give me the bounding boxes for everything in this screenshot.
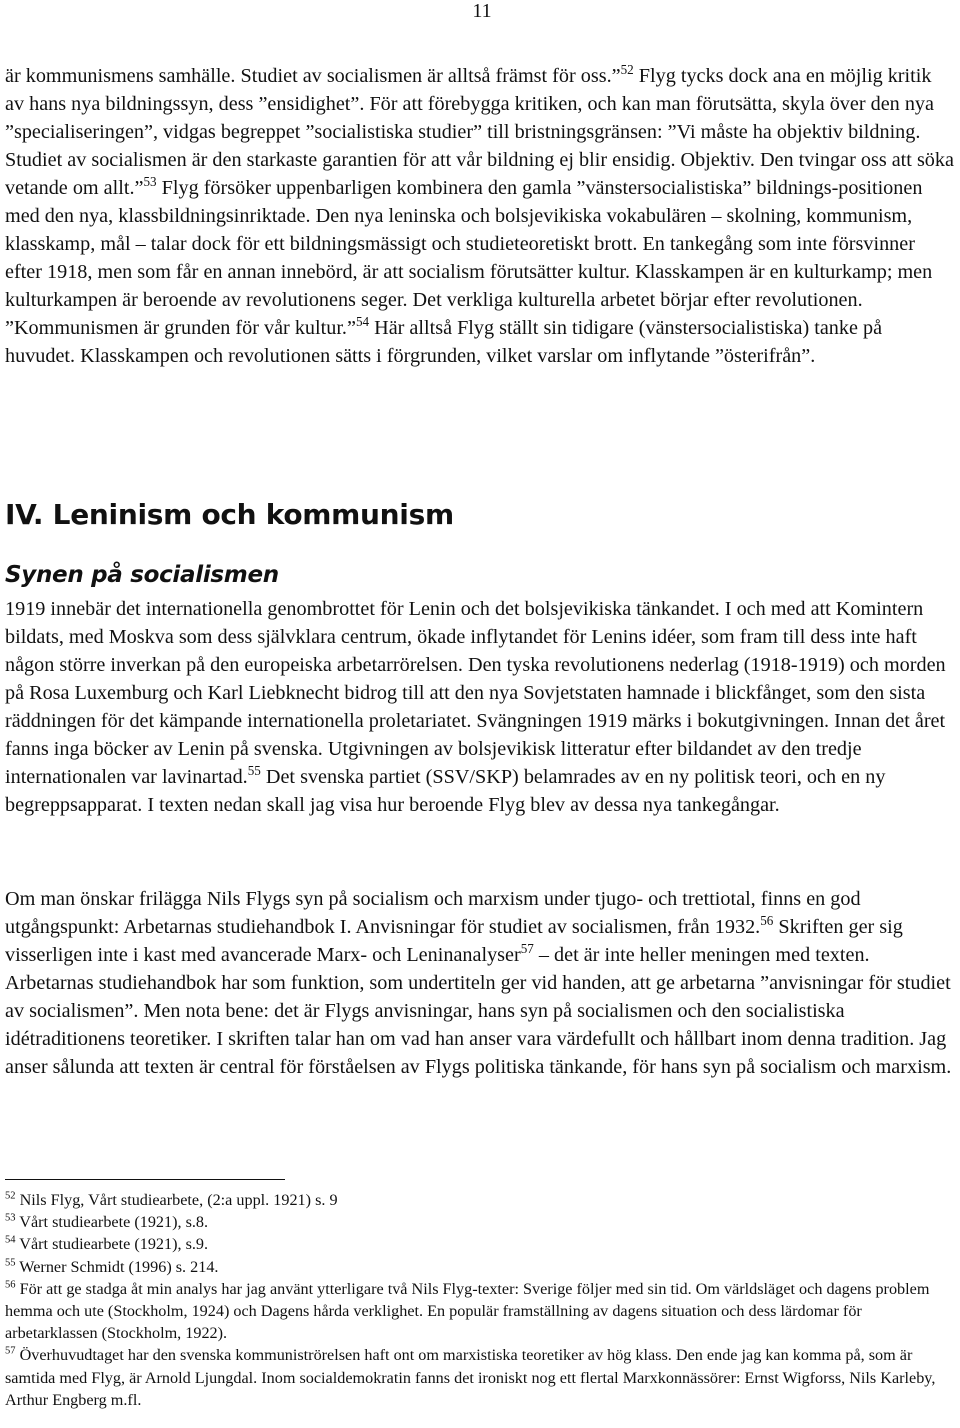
footnote-ref[interactable]: 53 <box>143 174 157 190</box>
body-paragraph <box>5 62 955 370</box>
footnote <box>5 1256 955 1278</box>
footnote-text: Vårt studiearbete (1921), s.9. <box>15 1235 209 1254</box>
footnotes-section <box>5 1189 955 1411</box>
footnote-text: Werner Schmidt (1996) s. 214. <box>15 1257 219 1276</box>
footnote-number: 54 <box>5 1235 16 1247</box>
footnote-ref[interactable]: 54 <box>355 314 370 330</box>
footnote-number: 57 <box>5 1346 16 1358</box>
footnote <box>5 1344 955 1411</box>
paragraph-text: Om man önskar frilägga Nils Flygs syn på socialism och marxism under tjugo- och trettiotal, finns en god utgångspunkt: Arbetarnas studiehandbok I. Anvisningar för studiet av socialismen, från 1932. <box>5 888 861 938</box>
footnote-text: Överhuvudtaget har den svenska kommuniströrelsen haft ont om marxistiska teoretiker av hög klass. Den ende jag kan komma på, som är samtida med Flyg, är Arnold Ljungdal. Inom socialdemokratin fanns det ironiskt nog ett flertal Marxkonnässörer: Ernst Wigforss, Nils Karleby, Arthur Engberg m.fl. <box>5 1346 936 1409</box>
footnote-number: 52 <box>5 1190 16 1202</box>
paragraph-text: Här alltså Flyg ställt sin tidigare (vänstersocialistiska) tanke på huvudet. Klasskampen och revolutionen sätts i förgrunden, vilket varslar om inflytande ”österifrån”. <box>5 317 883 367</box>
paragraph-text: Det svenska partiet (SSV/SKP) belamrades av en ny politisk teori, och en ny begreppsapparat. I texten nedan skall jag visa hur beroende Flyg blev av dessa nya tankegångar. <box>5 766 886 816</box>
paragraph-text: Flyg försöker uppenbarligen kombinera den gamla ”vänstersocialistiska” bildnings-positionen med den nya, klassbildningsinriktade. Den nya leninska och bolsjevikiska vokabulären – skolning, kommunism, klasskamp, mål – talar dock för ett bildningsmässigt och studieteoretiskt brott. En tankegång som inte försvinner efter 1918, men som får en annan innebörd, är att socialism förutsätter kultur. Klasskampen är en kulturkamp; men kulturkampen är beroende av revolutionens seger. Det verkliga kulturella arbetet börjar efter revolutionen. ”Kommunismen är grunden för vår kultur.” <box>5 177 933 339</box>
footnote-number: 55 <box>5 1257 16 1269</box>
footnote-separator <box>5 1179 285 1180</box>
paragraph-text: Flyg tycks dock ana en möjlig kritik av hans nya bildningssyn, dess ”ensidighet”. För att förebygga kritiken, och kan man förutsätta, skyla över den nya ”specialiseringen”, vidgas begreppet ”socialistiska studier” till bristningsgränsen: ”Vi måste ha objektiv bildning. Studiet av socialismen är den starkaste garantien för att vår bildning ej blir ensidig. Objektiv. Den tvingar oss att söka vetande om allt.” <box>5 65 954 199</box>
footnote <box>5 1189 955 1211</box>
footnote-number: 56 <box>5 1279 16 1291</box>
body-paragraph <box>5 595 955 819</box>
footnote-ref[interactable]: 57 <box>520 941 534 957</box>
paragraph-text: Skriften ger sig visserligen inte i kast med avancerade Marx- och Leninanalyser <box>5 916 903 966</box>
body-paragraph <box>5 885 955 1081</box>
footnote <box>5 1211 955 1233</box>
footnote-text: Vårt studiearbete (1921), s.8. <box>15 1213 209 1232</box>
page-number: 11 <box>472 0 492 22</box>
paragraph-text: – det är inte heller meningen med texten. Arbetarnas studiehandbok har som funktion, som undertiteln ger vid handen, att ge arbetarna ”anvisningar för studiet av socialismen”. Men nota bene: det är Flygs anvisningar, hans syn på socialismen och den socialistiska idétraditionens teoretiker. I skriften talar han om vad han anser vara värdefullt och hållbart inom denna tradition. Jag anser sålunda att texten är central för förståelsen av Flygs politiska tänkande, för hans syn på socialism och marxism. <box>5 944 952 1078</box>
footnote <box>5 1233 955 1255</box>
footnote-text: För att ge stadga åt min analys har jag använt ytterligare två Nils Flyg-texter: Sverige följer med sin tid. Om världsläget och dagens problem hemma och ute (Stockholm, 1924) och Dagens hårda verklighet. En populär framställning av dagens situation och dess lärdomar för arbetarklassen (Stockholm, 1922). <box>5 1279 930 1343</box>
paragraph-text: är kommunismens samhälle. Studiet av socialismen är alltså främst för oss.” <box>5 65 621 87</box>
paragraph-text: 1919 innebär det internationella genombrottet för Lenin och det bolsjevikiska tänkandet. I och med att Komintern bildats, med Moskva som dess självklara centrum, ökade inflytandet för Lenins idéer, som fram till dess inte haft någon större inverkan på den europeiska arbetarrörelsen. Den tyska revolutionens nederlag (1918-1919) och morden på Rosa Luxemburg och Karl Liebknecht bidrog till att den nya Sovjetstaten hamnade i blickfånget, som den sista räddningen för det kämpande internationella proletariatet. Svängningen 1919 märks i bokutgivningen. Innan det året fanns inga böcker av Lenin på svenska. Utgivningen av bolsjevikisk litteratur efter bildandet av den tredje internationalen var lavinartad. <box>5 598 946 788</box>
chapter-heading: IV. Leninism och kommunism <box>5 498 454 531</box>
footnote-number: 53 <box>5 1212 16 1224</box>
footnote-ref[interactable]: 52 <box>620 62 634 78</box>
footnote-text: Nils Flyg, Vårt studiearbete, (2:a uppl. 1921) s. 9 <box>15 1191 338 1209</box>
section-subheading: Synen på socialismen <box>5 562 279 588</box>
footnote-ref[interactable]: 56 <box>760 913 774 929</box>
footnote-ref[interactable]: 55 <box>247 763 261 779</box>
footnote <box>5 1278 955 1345</box>
